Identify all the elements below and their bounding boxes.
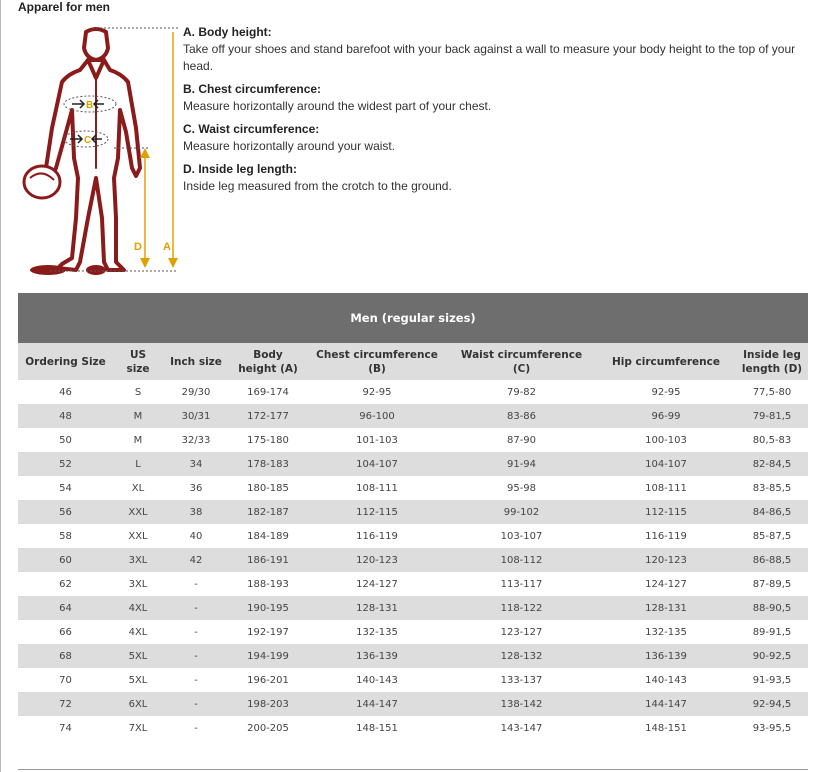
cell-us-size: XXL: [113, 524, 163, 548]
cell-us-size: M: [113, 404, 163, 428]
size-table: [18, 293, 808, 740]
cell-hip: 112-115: [596, 500, 736, 524]
cell-hip: 144-147: [596, 692, 736, 716]
col-header-us-size: US size: [113, 343, 163, 380]
cell-body-height: 182-187: [229, 500, 307, 524]
cell-chest: 120-123: [307, 548, 447, 572]
cell-chest: 92-95: [307, 380, 447, 404]
cell-ordering-size: 54: [18, 476, 113, 500]
instruction-chest: [183, 81, 813, 115]
cell-body-height: 186-191: [229, 548, 307, 572]
table-header-row: [18, 343, 808, 380]
cell-us-size: M: [113, 428, 163, 452]
cell-hip: 92-95: [596, 380, 736, 404]
cell-us-size: 5XL: [113, 644, 163, 668]
cell-us-size: XXL: [113, 500, 163, 524]
cell-inside-leg: 79-81,5: [736, 404, 808, 428]
cell-chest: 116-119: [307, 524, 447, 548]
cell-inside-leg: 92-94,5: [736, 692, 808, 716]
cell-ordering-size: 50: [18, 428, 113, 452]
cell-inch-size: -: [163, 692, 229, 716]
cell-inch-size: -: [163, 572, 229, 596]
cell-inside-leg: 87-89,5: [736, 572, 808, 596]
cell-inside-leg: 90-92,5: [736, 644, 808, 668]
cell-inside-leg: 77,5-80: [736, 380, 808, 404]
cell-us-size: 6XL: [113, 692, 163, 716]
col-header-inside-leg: Inside leg length (D): [736, 343, 808, 380]
instruction-text: Measure horizontally around your waist.: [183, 139, 396, 153]
table-row: [18, 668, 808, 692]
cell-body-height: 190-195: [229, 596, 307, 620]
measurement-instructions: [183, 24, 813, 201]
cell-chest: 104-107: [307, 452, 447, 476]
table-row: [18, 548, 808, 572]
cell-body-height: 180-185: [229, 476, 307, 500]
cell-inside-leg: 83-85,5: [736, 476, 808, 500]
table-row: [18, 716, 808, 740]
table-row: [18, 452, 808, 476]
cell-chest: 144-147: [307, 692, 447, 716]
cell-inch-size: 42: [163, 548, 229, 572]
cell-waist: 143-147: [447, 716, 596, 740]
cell-ordering-size: 60: [18, 548, 113, 572]
cell-body-height: 184-189: [229, 524, 307, 548]
cell-inside-leg: 85-87,5: [736, 524, 808, 548]
cell-chest: 101-103: [307, 428, 447, 452]
col-header-inch-size: Inch size: [163, 343, 229, 380]
cell-chest: 136-139: [307, 644, 447, 668]
cell-inside-leg: 84-86,5: [736, 500, 808, 524]
cell-inside-leg: 86-88,5: [736, 548, 808, 572]
cell-chest: 112-115: [307, 500, 447, 524]
cell-inch-size: 29/30: [163, 380, 229, 404]
cell-waist: 103-107: [447, 524, 596, 548]
cell-hip: 116-119: [596, 524, 736, 548]
cell-body-height: 188-193: [229, 572, 307, 596]
cell-waist: 91-94: [447, 452, 596, 476]
cell-ordering-size: 72: [18, 692, 113, 716]
cell-waist: 113-117: [447, 572, 596, 596]
cell-inside-leg: 93-95,5: [736, 716, 808, 740]
table-row: [18, 692, 808, 716]
cell-inside-leg: 80,5-83: [736, 428, 808, 452]
col-header-body-height: Body height (A): [229, 343, 307, 380]
cell-inch-size: -: [163, 716, 229, 740]
cell-chest: 96-100: [307, 404, 447, 428]
cell-chest: 132-135: [307, 620, 447, 644]
cell-inside-leg: 89-91,5: [736, 620, 808, 644]
table-body: [18, 380, 808, 740]
cell-chest: 108-111: [307, 476, 447, 500]
cell-us-size: S: [113, 380, 163, 404]
cell-waist: 83-86: [447, 404, 596, 428]
cell-us-size: 7XL: [113, 716, 163, 740]
page-title: Apparel for men: [18, 0, 111, 14]
instruction-waist: [183, 121, 813, 155]
col-header-ordering-size: Ordering Size: [18, 343, 113, 380]
cell-chest: 128-131: [307, 596, 447, 620]
table-row: [18, 644, 808, 668]
cell-inch-size: 34: [163, 452, 229, 476]
cell-body-height: 200-205: [229, 716, 307, 740]
cell-inch-size: 38: [163, 500, 229, 524]
man-silhouette: [46, 29, 140, 270]
cell-hip: 124-127: [596, 572, 736, 596]
cell-us-size: 5XL: [113, 668, 163, 692]
col-header-chest: Chest circumference (B): [307, 343, 447, 380]
label-c: C: [84, 135, 92, 146]
cell-us-size: 3XL: [113, 572, 163, 596]
cell-ordering-size: 48: [18, 404, 113, 428]
cell-body-height: 198-203: [229, 692, 307, 716]
cell-inside-leg: 82-84,5: [736, 452, 808, 476]
cell-inch-size: -: [163, 668, 229, 692]
table-row: [18, 428, 808, 452]
cell-inch-size: 30/31: [163, 404, 229, 428]
cell-inch-size: -: [163, 644, 229, 668]
cell-ordering-size: 62: [18, 572, 113, 596]
cell-hip: 108-111: [596, 476, 736, 500]
cell-body-height: 175-180: [229, 428, 307, 452]
cell-inch-size: 36: [163, 476, 229, 500]
cell-ordering-size: 46: [18, 380, 113, 404]
instruction-heading: B. Chest circumference:: [183, 82, 322, 96]
label-d: D: [134, 241, 142, 253]
cell-chest: 140-143: [307, 668, 447, 692]
cell-body-height: 194-199: [229, 644, 307, 668]
instruction-heading: D. Inside leg length:: [183, 162, 298, 176]
table-row: [18, 620, 808, 644]
cell-waist: 133-137: [447, 668, 596, 692]
table-row: [18, 500, 808, 524]
cell-waist: 118-122: [447, 596, 596, 620]
instruction-heading: C. Waist circumference:: [183, 122, 320, 136]
cell-hip: 104-107: [596, 452, 736, 476]
cell-waist: 128-132: [447, 644, 596, 668]
cell-waist: 108-112: [447, 548, 596, 572]
label-a: A: [163, 241, 171, 253]
cell-inch-size: -: [163, 596, 229, 620]
table-row: [18, 380, 808, 404]
table-row: [18, 572, 808, 596]
col-header-hip: Hip circumference: [596, 343, 736, 380]
left-border: [0, 0, 1, 772]
cell-body-height: 196-201: [229, 668, 307, 692]
cell-inside-leg: 88-90,5: [736, 596, 808, 620]
cell-waist: 95-98: [447, 476, 596, 500]
cell-hip: 120-123: [596, 548, 736, 572]
cell-ordering-size: 66: [18, 620, 113, 644]
cell-body-height: 178-183: [229, 452, 307, 476]
cell-ordering-size: 70: [18, 668, 113, 692]
cell-ordering-size: 74: [18, 716, 113, 740]
cell-us-size: 4XL: [113, 596, 163, 620]
instruction-text: Inside leg measured from the crotch to the ground.: [183, 179, 452, 193]
cell-body-height: 169-174: [229, 380, 307, 404]
hat-icon: [24, 166, 60, 198]
label-b: B: [86, 100, 94, 111]
instruction-inside-leg: [183, 161, 813, 195]
cell-hip: 132-135: [596, 620, 736, 644]
cell-ordering-size: 58: [18, 524, 113, 548]
cell-ordering-size: 52: [18, 452, 113, 476]
table-row: [18, 404, 808, 428]
cell-inch-size: 32/33: [163, 428, 229, 452]
cell-ordering-size: 68: [18, 644, 113, 668]
cell-us-size: 3XL: [113, 548, 163, 572]
bottom-divider: [18, 769, 808, 770]
cell-us-size: L: [113, 452, 163, 476]
cell-waist: 99-102: [447, 500, 596, 524]
cell-body-height: 192-197: [229, 620, 307, 644]
cell-chest: 148-151: [307, 716, 447, 740]
table-row: [18, 596, 808, 620]
instruction-heading: A. Body height:: [183, 25, 272, 39]
table-row: [18, 476, 808, 500]
cell-waist: 123-127: [447, 620, 596, 644]
cell-hip: 96-99: [596, 404, 736, 428]
cell-waist: 87-90: [447, 428, 596, 452]
table-row: [18, 524, 808, 548]
cell-hip: 100-103: [596, 428, 736, 452]
cell-us-size: XL: [113, 476, 163, 500]
cell-hip: 140-143: [596, 668, 736, 692]
cell-chest: 124-127: [307, 572, 447, 596]
cell-ordering-size: 64: [18, 596, 113, 620]
cell-ordering-size: 56: [18, 500, 113, 524]
cell-hip: 128-131: [596, 596, 736, 620]
cell-body-height: 172-177: [229, 404, 307, 428]
measurement-figure: [18, 18, 183, 280]
cell-inch-size: -: [163, 620, 229, 644]
instruction-text: Measure horizontally around the widest part of your chest.: [183, 99, 492, 113]
cell-waist: 138-142: [447, 692, 596, 716]
cell-waist: 79-82: [447, 380, 596, 404]
cell-hip: 136-139: [596, 644, 736, 668]
cell-hip: 148-151: [596, 716, 736, 740]
cell-us-size: 4XL: [113, 620, 163, 644]
instruction-text: Take off your shoes and stand barefoot with your back against a wall to measure your body height to the top of your head.: [183, 42, 796, 73]
table-caption: Men (regular sizes): [18, 293, 808, 343]
cell-inch-size: 40: [163, 524, 229, 548]
cell-inside-leg: 91-93,5: [736, 668, 808, 692]
instruction-body-height: [183, 24, 813, 75]
col-header-waist: Waist circumference (C): [447, 343, 596, 380]
